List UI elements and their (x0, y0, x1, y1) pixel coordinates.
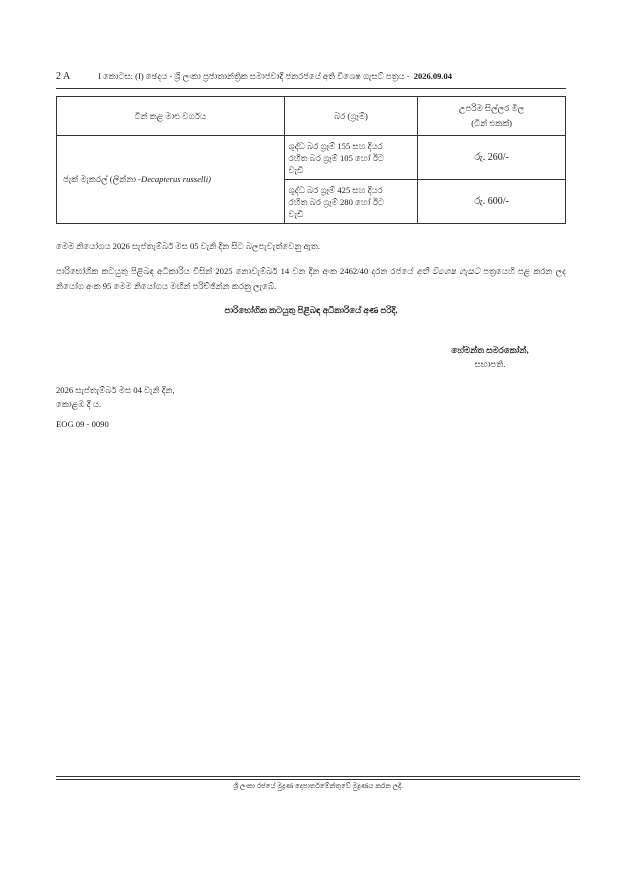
gazette-title-text: I කොටස: (I) ඡෙදය - ශ්‍රී ලංකා ප්‍රජාතාන්ත්‍රික සමාජවාදී ජනරජයේ අති විශෙෂ ගැසට් පත්‍රය - (98, 70, 410, 81)
page-header (56, 69, 566, 83)
weight-line: වැඩි (288, 164, 304, 175)
price-cell: රු. 260/- (418, 136, 566, 180)
weight-line: රහිත බර ග්‍රෑම් 280 හෝ ඊට (288, 196, 385, 207)
weight-cell (284, 136, 418, 180)
gazette-date: 2026.09.04 (413, 70, 452, 81)
signatory-title: සභාපති. (474, 359, 506, 369)
price-cell: රු. 600/- (418, 180, 566, 224)
header-weight: බර (ග්‍රෑම්) (284, 97, 418, 136)
revocation-italic: අති විශෙෂ ගැසට් (416, 266, 481, 276)
header-fish-type: ටින් කළ මාළු වර්ගය (57, 97, 285, 136)
weight-line: රහිත බර ග්‍රෑම් 105 හෝ ඊට (288, 152, 385, 163)
revocation-paragraph (56, 264, 566, 294)
fish-scientific-name: Decapterus russelli) (141, 174, 211, 184)
weight-line: වැඩි (288, 208, 304, 219)
price-table (56, 96, 566, 224)
order-line: පාරිභෝගික කටයුතු පිළිබඳ අධිකාරියේ අණ පරිදි, (224, 305, 398, 315)
fish-name-prefix: ජැක් මැකරල් (ලින්නා - (63, 174, 142, 184)
reference-number: EOG 09 - 0090 (56, 419, 109, 429)
weight-cell (284, 180, 418, 224)
issue-place: කොළඹ දී ය. (56, 399, 102, 409)
issue-date: 2026 සැප්තැම්බර් මස 04 වැනි දින, (56, 385, 175, 395)
header-rule (56, 88, 566, 89)
effective-date-paragraph: මෙම නියෝගය 2026 සැප්තැම්බර් මස 05 වැනි දින සිට බලපැවැත්වෙනු ඇත. (56, 241, 321, 251)
table-header-row (57, 97, 566, 136)
footer-rule (56, 776, 580, 777)
page-number: 2 A (56, 70, 71, 82)
gazette-title (98, 71, 566, 82)
printer-footer: ශ්‍රී ලංකා රජයේ මුද්‍රණ දෙපාර්තමේන්තුවේ මුද්‍රණය කරන ලදී. (233, 782, 403, 790)
header-max-price-line1: උපරිම සිල්ලර මිල (459, 103, 525, 113)
revocation-text-2: පත්‍රයෙහි පළ කරන ලද නියෝග අංක 95 මෙම නියෝගය මඟින් පරිච්ඡින්න කරනු ලැබේ. (56, 266, 566, 291)
header-max-price-line2: (ටින් එකක්) (471, 118, 513, 128)
signature-block (420, 343, 560, 371)
fish-name-cell (57, 136, 285, 224)
header-max-price (418, 97, 566, 136)
weight-line: ශුද්ධ බර ග්‍රෑම් 425 සහ දියර (288, 184, 383, 195)
weight-line: ශුද්ධ බර ග්‍රෑම් 155 සහ දියර (288, 140, 383, 151)
table-row (57, 136, 566, 180)
place-date-block (56, 383, 356, 411)
footer-rule (56, 779, 580, 780)
revocation-text-1: පාරිභෝගික කටයුතු පිළිබඳ අධිකාරිය විසින් 2025 නොවැම්බර් 14 වන දින අංක 2462/40 දරන රජයේ (56, 266, 414, 276)
signatory-name: හේමන්ත සමරකෝන්, (451, 345, 529, 355)
